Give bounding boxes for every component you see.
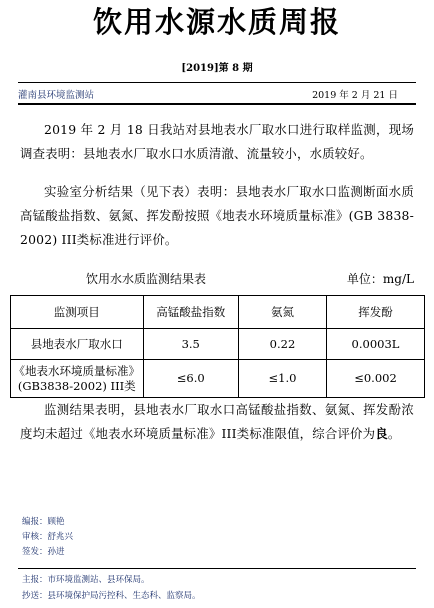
cell-phenol-limit: ≤0.002 [327,360,425,398]
paragraph-analysis: 实验室分析结果（见下表）表明：县地表水厂取水口监测断面水质高锰酸盐指数、氨氮、挥发酚按照《地表水环境质量标准》(GB 3838-2002) III类标准进行评价。 [20,184,414,247]
header-phenol: 挥发酚 [327,296,425,329]
paragraph-conclusion [20,398,414,446]
conclusion-text: 监测结果表明，县地表水厂取水口高锰酸盐指数、氨氮、挥发酚浓度均未超过《地表水环境质量标准》III类标准限值，综合评价为 [20,402,414,441]
issue-divider [18,82,416,83]
footer-divider [18,568,416,569]
table-row [11,360,425,398]
conclusion-end: 。 [387,426,401,441]
distribution-block [22,572,201,604]
header-item: 监测项目 [11,296,144,329]
table-caption-row [0,269,434,289]
editor-line: 编报：顾艳 [22,517,65,527]
cell-site: 县地表水厂取水口 [11,329,144,360]
meta-row [18,89,398,103]
header-ammonia: 氨氮 [238,296,326,329]
table-header-row [11,296,425,329]
table-caption: 饮用水水质监测结果表 [86,272,207,286]
report-title: 饮用水源水质周报 [92,5,341,39]
issue-number: [2019]第 8 期 [181,63,253,74]
cell-permanganate-limit: ≤6.0 [143,360,238,398]
cell-phenol: 0.0003L [327,329,425,360]
table-row [11,329,425,360]
table-unit: 单位：mg/L [346,272,414,286]
header-divider [18,103,416,105]
cell-permanganate: 3.5 [143,329,238,360]
results-table [10,295,425,398]
cell-standard: 《地表水环境质量标准》(GB3838-2002) III类 [11,360,144,398]
cell-ammonia: 0.22 [238,329,326,360]
cell-ammonia-limit: ≤1.0 [238,360,326,398]
issuer-line: 签发：孙进 [22,547,65,557]
header-permanganate: 高锰酸盐指数 [143,296,238,329]
report-date: 2019 年 2 月 21 日 [312,90,398,101]
organization-name: 灌南县环境监测站 [18,90,95,101]
signature-block [22,515,73,560]
main-recipients: 主报：市环境监测站、县环保局。 [22,575,150,585]
conclusion-rating: 良 [375,426,388,441]
reviewer-line: 审核：舒兆兴 [22,532,74,542]
paragraph-sampling: 2019 年 2 月 18 日我站对县地表水厂取水口进行取样监测，现场调查表明：县地表水厂取水口水质清澈、流量较小，水质较好。 [20,122,414,161]
copy-recipients: 抄送：县环境保护局污控科、生态科、监察局。 [22,591,201,601]
